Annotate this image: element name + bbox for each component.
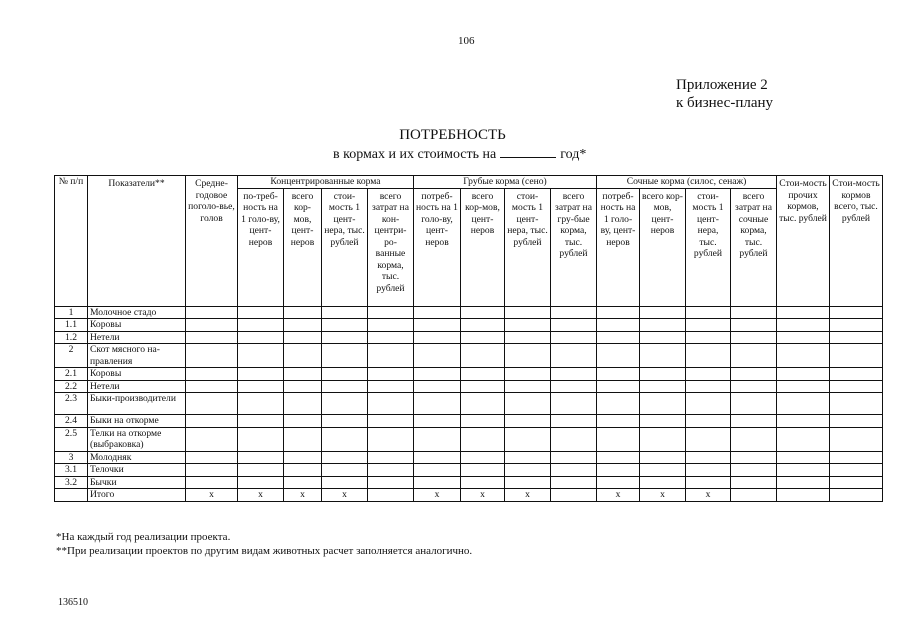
empty-cell	[461, 393, 505, 415]
empty-cell	[322, 319, 368, 332]
row-label: Молочное стадо	[88, 306, 186, 319]
footnote-1: *На каждый год реализации проекта.	[56, 531, 231, 543]
appendix-line-2: к бизнес-плану	[676, 95, 774, 111]
empty-cell	[238, 476, 284, 489]
empty-cell	[830, 306, 883, 319]
empty-cell	[640, 451, 686, 464]
not-applicable-mark: х	[322, 489, 368, 502]
empty-cell	[640, 319, 686, 332]
empty-cell	[830, 344, 883, 368]
total-label: Итого	[88, 489, 186, 502]
document-subtitle	[333, 145, 586, 163]
empty-cell	[505, 319, 551, 332]
empty-cell	[186, 427, 238, 451]
empty-cell	[322, 427, 368, 451]
empty-cell	[551, 489, 597, 502]
empty-cell	[284, 464, 322, 477]
empty-cell	[414, 464, 461, 477]
empty-cell	[640, 331, 686, 344]
table-row	[55, 368, 883, 381]
empty-cell	[368, 344, 414, 368]
empty-cell	[597, 380, 640, 393]
empty-cell	[551, 306, 597, 319]
empty-cell	[368, 464, 414, 477]
empty-cell	[640, 306, 686, 319]
empty-cell	[597, 393, 640, 415]
empty-cell	[186, 306, 238, 319]
empty-cell	[284, 368, 322, 381]
header-rough-total-feed: всего кор-мов, цент-неров	[461, 188, 505, 306]
empty-cell	[551, 331, 597, 344]
empty-cell	[597, 476, 640, 489]
not-applicable-mark: х	[186, 489, 238, 502]
empty-cell	[284, 344, 322, 368]
empty-cell	[461, 319, 505, 332]
empty-cell	[640, 368, 686, 381]
document-code: 136510	[58, 597, 88, 608]
header-succ-need-per-head: потреб-ность на 1 голо-ву, цент-неров	[597, 188, 640, 306]
empty-cell	[830, 393, 883, 415]
empty-cell	[186, 393, 238, 415]
empty-cell	[186, 451, 238, 464]
empty-cell	[551, 319, 597, 332]
empty-cell	[186, 331, 238, 344]
row-number: 3.2	[55, 476, 88, 489]
empty-cell	[186, 464, 238, 477]
empty-cell	[551, 451, 597, 464]
empty-cell	[830, 489, 883, 502]
empty-cell	[186, 368, 238, 381]
header-avg-livestock: Средне-годовое поголо-вье, голов	[186, 176, 238, 307]
row-label: Коровы	[88, 319, 186, 332]
empty-cell	[238, 451, 284, 464]
empty-cell	[686, 393, 731, 415]
not-applicable-mark: х	[284, 489, 322, 502]
empty-cell	[830, 319, 883, 332]
empty-cell	[640, 380, 686, 393]
empty-cell	[597, 427, 640, 451]
empty-cell	[322, 331, 368, 344]
row-label: Быки на откорме	[88, 415, 186, 428]
table-body	[55, 306, 883, 501]
not-applicable-mark: х	[597, 489, 640, 502]
empty-cell	[597, 306, 640, 319]
empty-cell	[505, 427, 551, 451]
empty-cell	[322, 393, 368, 415]
empty-cell	[461, 380, 505, 393]
empty-cell	[238, 368, 284, 381]
row-number: 1.2	[55, 331, 88, 344]
empty-cell	[461, 331, 505, 344]
empty-cell	[55, 489, 88, 502]
empty-cell	[597, 331, 640, 344]
empty-cell	[597, 368, 640, 381]
empty-cell	[777, 476, 830, 489]
empty-cell	[368, 451, 414, 464]
empty-cell	[284, 415, 322, 428]
empty-cell	[284, 331, 322, 344]
document-title: ПОТРЕБНОСТЬ	[399, 127, 506, 143]
header-indicators: Показатели**	[88, 176, 186, 307]
row-label: Скот мясного на-правления	[88, 344, 186, 368]
header-rough-need-per-head: потреб-ность на 1 голо-ву, цент-неров	[414, 188, 461, 306]
empty-cell	[238, 319, 284, 332]
empty-cell	[830, 451, 883, 464]
table-row	[55, 451, 883, 464]
empty-cell	[461, 344, 505, 368]
empty-cell	[597, 415, 640, 428]
row-label: Молодняк	[88, 451, 186, 464]
empty-cell	[414, 319, 461, 332]
empty-cell	[505, 368, 551, 381]
empty-cell	[731, 368, 777, 381]
empty-cell	[505, 476, 551, 489]
empty-cell	[414, 393, 461, 415]
empty-cell	[284, 319, 322, 332]
row-label: Нетели	[88, 331, 186, 344]
row-number: 2	[55, 344, 88, 368]
empty-cell	[777, 415, 830, 428]
empty-cell	[186, 476, 238, 489]
empty-cell	[322, 464, 368, 477]
not-applicable-mark: х	[686, 489, 731, 502]
empty-cell	[597, 451, 640, 464]
empty-cell	[461, 415, 505, 428]
not-applicable-mark: х	[505, 489, 551, 502]
table-row	[55, 380, 883, 393]
empty-cell	[686, 464, 731, 477]
empty-cell	[640, 476, 686, 489]
empty-cell	[284, 476, 322, 489]
empty-cell	[414, 415, 461, 428]
empty-cell	[640, 344, 686, 368]
empty-cell	[686, 319, 731, 332]
empty-cell	[551, 393, 597, 415]
empty-cell	[731, 464, 777, 477]
row-label: Быки-производители	[88, 393, 186, 415]
row-number: 3.1	[55, 464, 88, 477]
empty-cell	[414, 476, 461, 489]
header-conc-cost-per-centner: стои-мость 1 цент-нера, тыс. рублей	[322, 188, 368, 306]
empty-cell	[777, 344, 830, 368]
not-applicable-mark: х	[640, 489, 686, 502]
empty-cell	[640, 464, 686, 477]
appendix-label	[676, 76, 773, 112]
feed-requirements-table	[54, 175, 883, 502]
empty-cell	[322, 344, 368, 368]
empty-cell	[731, 393, 777, 415]
empty-cell	[777, 464, 830, 477]
header-succ-total-cost: всего затрат на сочные корма, тыс. рублей	[731, 188, 777, 306]
empty-cell	[731, 344, 777, 368]
empty-cell	[505, 344, 551, 368]
footnotes	[56, 530, 472, 558]
empty-cell	[777, 451, 830, 464]
empty-cell	[686, 415, 731, 428]
empty-cell	[368, 380, 414, 393]
empty-cell	[830, 427, 883, 451]
empty-cell	[186, 319, 238, 332]
empty-cell	[830, 331, 883, 344]
header-num: № п/п	[55, 176, 88, 307]
table-row	[55, 306, 883, 319]
empty-cell	[322, 306, 368, 319]
empty-cell	[238, 393, 284, 415]
empty-cell	[505, 415, 551, 428]
table-row	[55, 393, 883, 415]
empty-cell	[830, 368, 883, 381]
header-other-feed-cost: Стои-мость прочих кормов, тыс. рублей	[777, 176, 830, 307]
table-row	[55, 331, 883, 344]
page-number: 106	[458, 35, 475, 47]
empty-cell	[777, 427, 830, 451]
empty-cell	[238, 415, 284, 428]
appendix-line-1: Приложение 2	[676, 77, 768, 93]
empty-cell	[686, 344, 731, 368]
table-row	[55, 344, 883, 368]
empty-cell	[505, 331, 551, 344]
empty-cell	[777, 331, 830, 344]
row-number: 2.5	[55, 427, 88, 451]
empty-cell	[368, 415, 414, 428]
empty-cell	[830, 415, 883, 428]
empty-cell	[551, 368, 597, 381]
empty-cell	[368, 306, 414, 319]
empty-cell	[640, 415, 686, 428]
empty-cell	[830, 380, 883, 393]
empty-cell	[461, 427, 505, 451]
row-label: Телочки	[88, 464, 186, 477]
header-succulent-feed: Сочные корма (силос, сенаж)	[597, 176, 777, 189]
empty-cell	[238, 306, 284, 319]
empty-cell	[686, 451, 731, 464]
empty-cell	[505, 464, 551, 477]
empty-cell	[597, 344, 640, 368]
empty-cell	[686, 331, 731, 344]
empty-cell	[368, 368, 414, 381]
table-row	[55, 319, 883, 332]
empty-cell	[551, 464, 597, 477]
empty-cell	[640, 393, 686, 415]
header-conc-need-per-head: по-треб-ность на 1 голо-ву, цент-неров	[238, 188, 284, 306]
empty-cell	[284, 393, 322, 415]
empty-cell	[686, 427, 731, 451]
subtitle-year-word: год*	[560, 147, 587, 162]
empty-cell	[461, 476, 505, 489]
empty-cell	[284, 451, 322, 464]
empty-cell	[238, 344, 284, 368]
row-label: Бычки	[88, 476, 186, 489]
not-applicable-mark: х	[238, 489, 284, 502]
empty-cell	[731, 331, 777, 344]
header-rough-cost-per-centner: стои-мость 1 цент-нера, тыс. рублей	[505, 188, 551, 306]
empty-cell	[686, 476, 731, 489]
empty-cell	[551, 344, 597, 368]
header-succ-total-feed: всего кор-мов, цент-неров	[640, 188, 686, 306]
empty-cell	[731, 489, 777, 502]
empty-cell	[238, 380, 284, 393]
empty-cell	[830, 476, 883, 489]
empty-cell	[830, 464, 883, 477]
empty-cell	[284, 427, 322, 451]
table-row	[55, 464, 883, 477]
empty-cell	[322, 415, 368, 428]
empty-cell	[414, 380, 461, 393]
empty-cell	[414, 344, 461, 368]
empty-cell	[368, 489, 414, 502]
empty-cell	[505, 380, 551, 393]
not-applicable-mark: х	[414, 489, 461, 502]
empty-cell	[461, 464, 505, 477]
empty-cell	[238, 427, 284, 451]
empty-cell	[731, 451, 777, 464]
empty-cell	[186, 344, 238, 368]
empty-cell	[461, 306, 505, 319]
empty-cell	[368, 393, 414, 415]
empty-cell	[777, 319, 830, 332]
empty-cell	[686, 368, 731, 381]
empty-cell	[777, 393, 830, 415]
empty-cell	[368, 319, 414, 332]
empty-cell	[368, 331, 414, 344]
empty-cell	[731, 306, 777, 319]
table-row	[55, 476, 883, 489]
empty-cell	[731, 415, 777, 428]
empty-cell	[238, 331, 284, 344]
empty-cell	[284, 306, 322, 319]
row-label: Нетели	[88, 380, 186, 393]
total-row	[55, 489, 883, 502]
empty-cell	[686, 306, 731, 319]
row-number: 3	[55, 451, 88, 464]
empty-cell	[284, 380, 322, 393]
not-applicable-mark: х	[461, 489, 505, 502]
year-blank-field	[500, 145, 556, 158]
empty-cell	[322, 476, 368, 489]
row-label: Коровы	[88, 368, 186, 381]
table-row	[55, 415, 883, 428]
empty-cell	[414, 306, 461, 319]
header-rough-feed: Грубые корма (сено)	[414, 176, 597, 189]
empty-cell	[186, 380, 238, 393]
row-number: 2.2	[55, 380, 88, 393]
header-conc-total-feed: всего кор-мов, цент-неров	[284, 188, 322, 306]
header-rough-total-cost: всего затрат на гру-бые корма, тыс. рублей	[551, 188, 597, 306]
empty-cell	[461, 368, 505, 381]
header-succ-cost-per-centner: стои-мость 1 цент-нера, тыс. рублей	[686, 188, 731, 306]
empty-cell	[597, 319, 640, 332]
empty-cell	[505, 451, 551, 464]
empty-cell	[322, 368, 368, 381]
empty-cell	[368, 427, 414, 451]
row-number: 2.1	[55, 368, 88, 381]
empty-cell	[414, 331, 461, 344]
empty-cell	[551, 380, 597, 393]
empty-cell	[640, 427, 686, 451]
row-number: 1.1	[55, 319, 88, 332]
empty-cell	[731, 380, 777, 393]
empty-cell	[414, 427, 461, 451]
header-conc-total-cost: всего затрат на кон-центри-ро-ванные корма, тыс. рублей	[368, 188, 414, 306]
table-row	[55, 427, 883, 451]
empty-cell	[731, 319, 777, 332]
row-number: 2.4	[55, 415, 88, 428]
empty-cell	[322, 451, 368, 464]
empty-cell	[777, 306, 830, 319]
empty-cell	[238, 464, 284, 477]
empty-cell	[505, 393, 551, 415]
row-number: 1	[55, 306, 88, 319]
empty-cell	[414, 368, 461, 381]
empty-cell	[731, 476, 777, 489]
row-label: Телки на откорме (выбраковка)	[88, 427, 186, 451]
empty-cell	[461, 451, 505, 464]
empty-cell	[731, 427, 777, 451]
header-concentrated-feed: Концентрированные корма	[238, 176, 414, 189]
header-total-feed-cost: Стои-мость кормов всего, тыс. рублей	[830, 176, 883, 307]
row-number: 2.3	[55, 393, 88, 415]
empty-cell	[777, 489, 830, 502]
empty-cell	[368, 476, 414, 489]
empty-cell	[414, 451, 461, 464]
empty-cell	[777, 380, 830, 393]
empty-cell	[505, 306, 551, 319]
empty-cell	[686, 380, 731, 393]
empty-cell	[551, 476, 597, 489]
empty-cell	[777, 368, 830, 381]
empty-cell	[186, 415, 238, 428]
empty-cell	[597, 464, 640, 477]
empty-cell	[551, 427, 597, 451]
footnote-2: **При реализации проектов по другим видам животных расчет заполняется аналогично.	[56, 545, 473, 557]
empty-cell	[551, 415, 597, 428]
subtitle-text: в кормах и их стоимость на	[333, 147, 497, 162]
empty-cell	[322, 380, 368, 393]
